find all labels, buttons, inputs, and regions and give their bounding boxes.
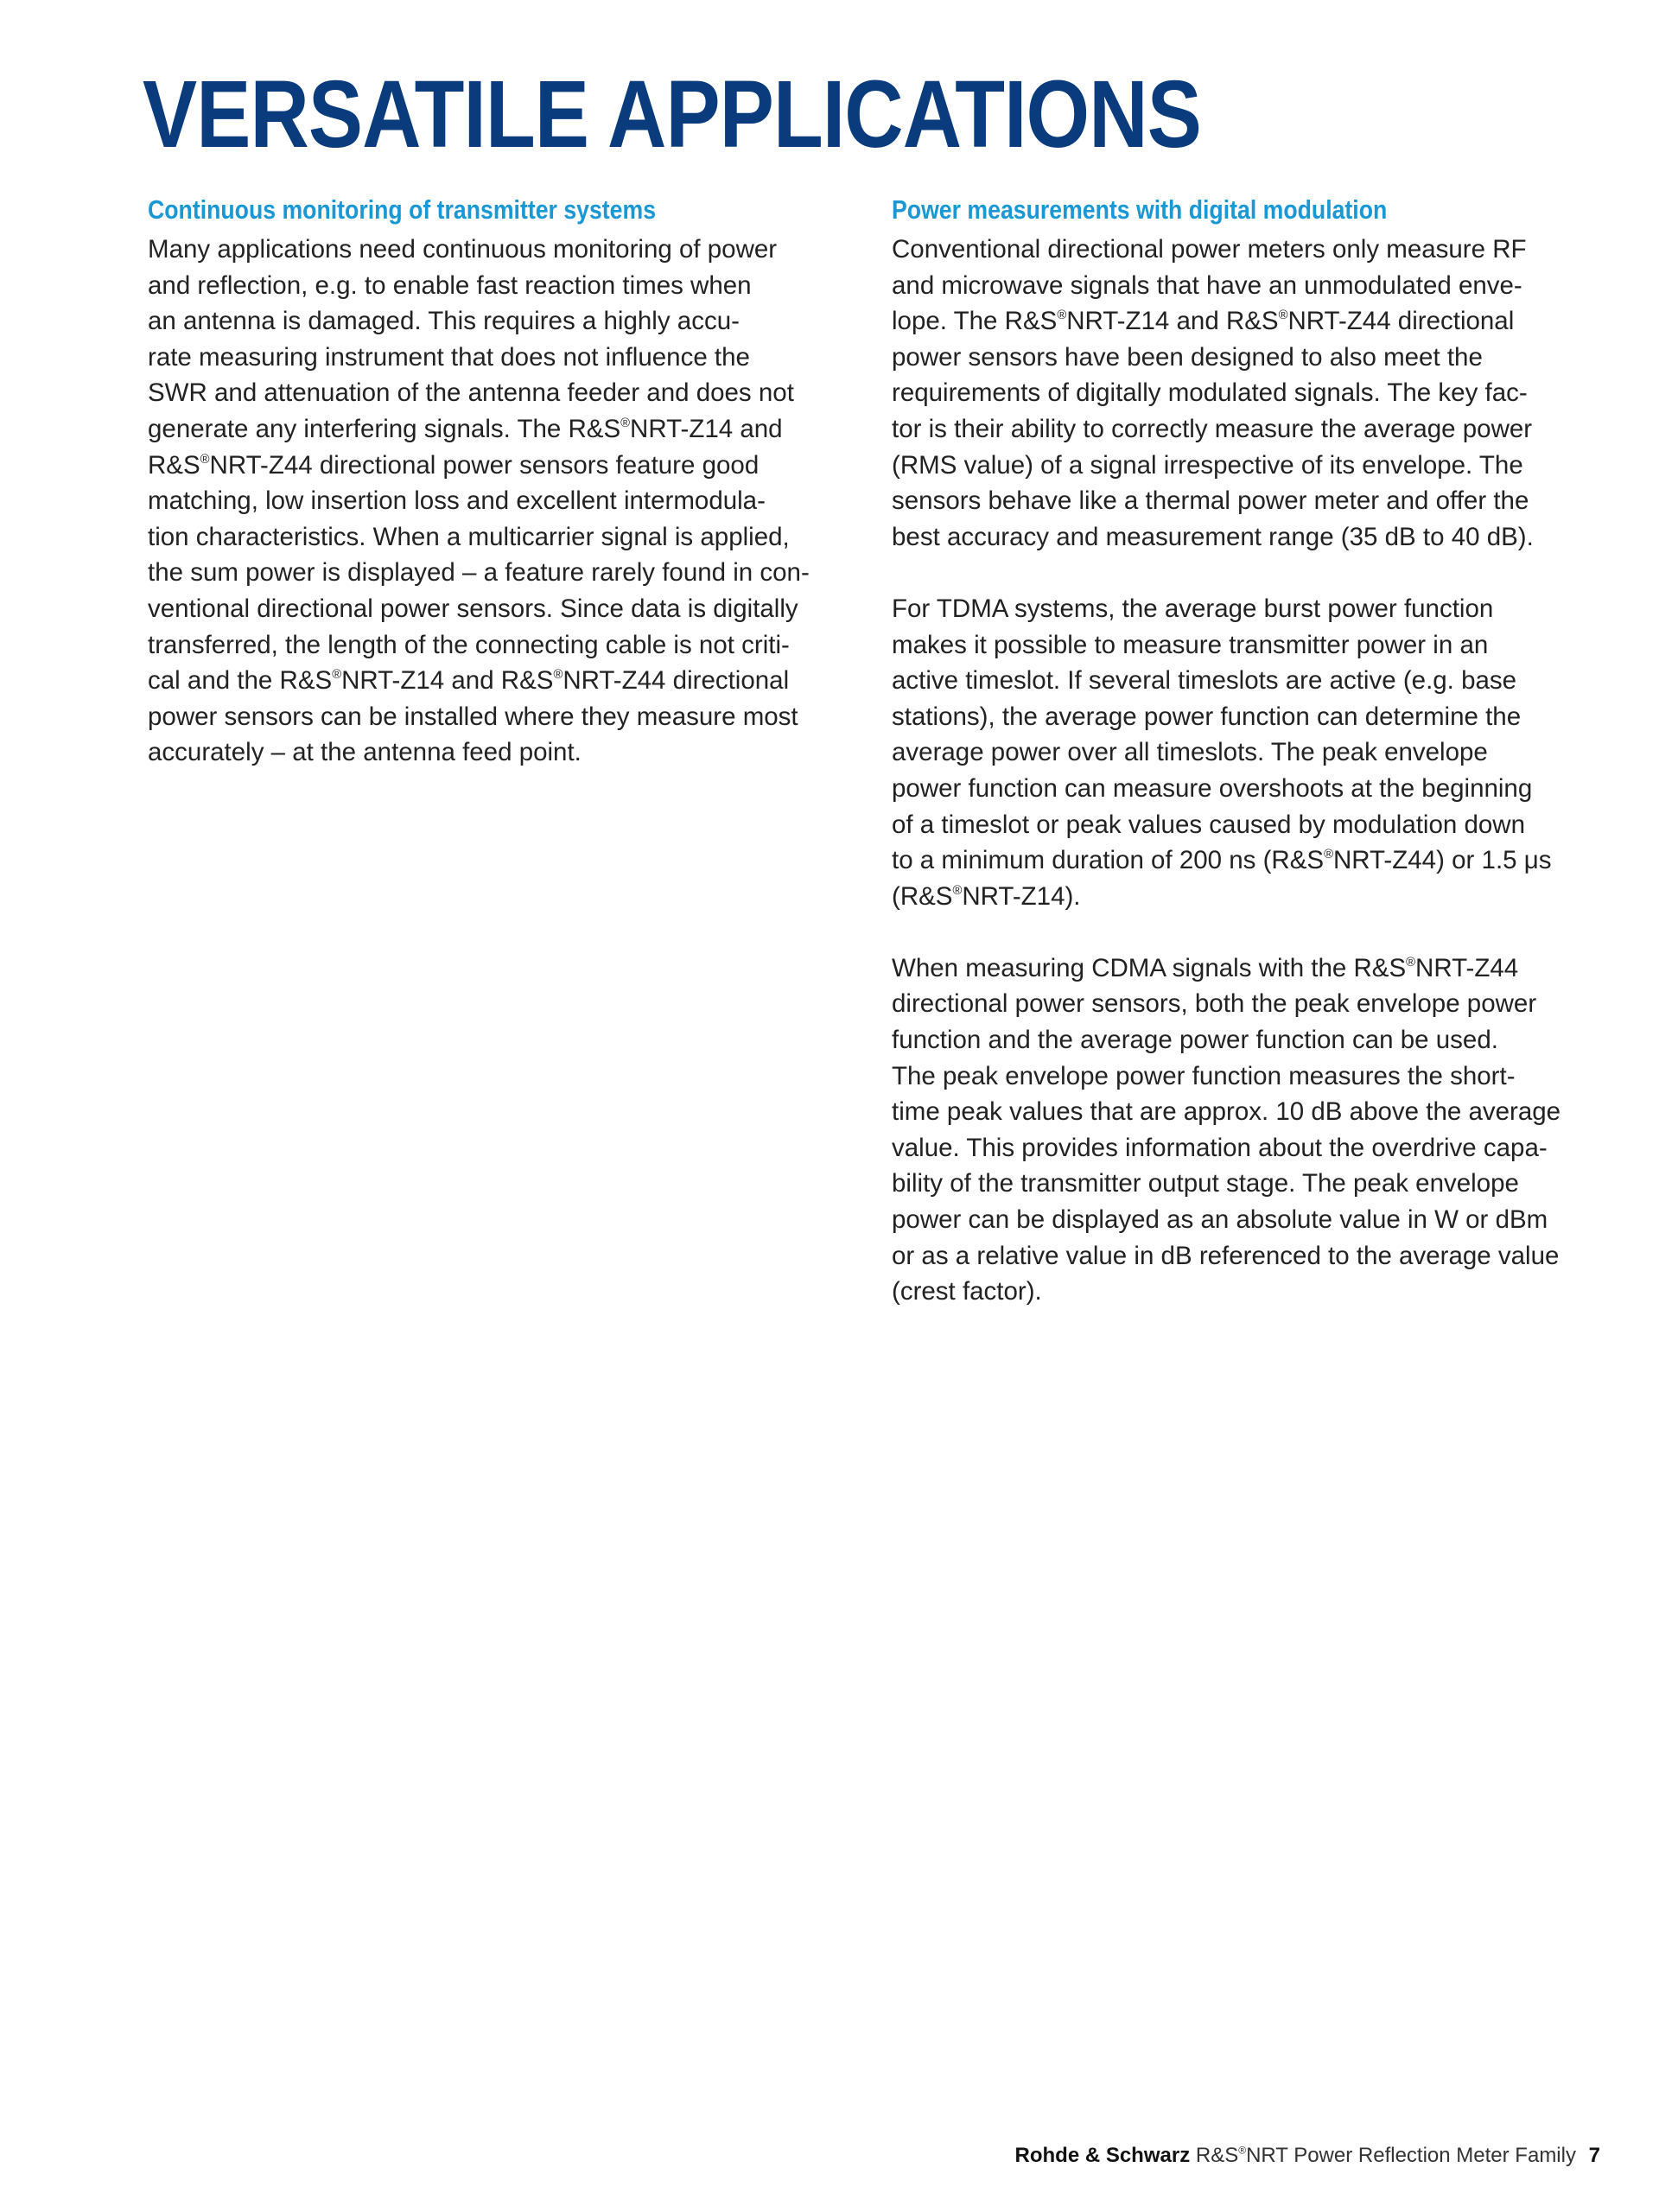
digital-modulation-paragraph-2 <box>892 591 1613 914</box>
text-line: (R&S®NRT-Z14). <box>892 881 1081 911</box>
text-line: value. This provides information about the overdrive capa- <box>892 1133 1548 1162</box>
registered-mark: ® <box>620 416 631 431</box>
text-line: Many applications need continuous monitoring of power <box>148 235 778 264</box>
section-heading-digital-modulation: Power measurements with digital modulation <box>892 194 1388 225</box>
text-line: directional power sensors, both the peak envelope power <box>892 989 1537 1019</box>
text-line: of a timeslot or peak values caused by modulation down <box>892 810 1526 839</box>
text-line: R&S®NRT-Z44 directional power sensors feature good <box>148 450 760 480</box>
footer-brand: Rohde & Schwarz <box>1014 2144 1191 2167</box>
left-column <box>148 192 856 771</box>
text-line: an antenna is damaged. This requires a highly accu- <box>148 307 740 336</box>
text-line: lope. The R&S®NRT-Z14 and R&S®NRT-Z44 directional <box>892 307 1515 336</box>
text-line: the sum power is displayed – a feature rarely found in con- <box>148 558 810 588</box>
text-line: requirements of digitally modulated signals. The key fac- <box>892 378 1528 408</box>
text-line: When measuring CDMA signals with the R&S®NRT-Z44 <box>892 953 1519 982</box>
text-line: power sensors can be installed where they measure most <box>148 702 798 731</box>
text-line: cal and the R&S®NRT-Z14 and R&S®NRT-Z44 directional <box>148 666 790 696</box>
registered-mark: ® <box>553 668 563 683</box>
text-line: (RMS value) of a signal irrespective of its envelope. The <box>892 450 1523 480</box>
text-line: generate any interfering signals. The R&S®NRT-Z14 and <box>148 414 783 443</box>
text-line: time peak values that are approx. 10 dB above the average <box>892 1097 1561 1127</box>
text-line: power function can measure overshoots at the beginning <box>892 773 1533 803</box>
text-line: ventional directional power sensors. Since data is digitally <box>148 594 798 623</box>
section-heading-monitoring: Continuous monitoring of transmitter systems <box>148 194 657 225</box>
text-line: tor is their ability to correctly measure the average power <box>892 414 1533 443</box>
page-number: 7 <box>1588 2144 1600 2167</box>
registered-mark: ® <box>1324 848 1333 862</box>
registered-mark: ® <box>1057 308 1067 323</box>
text-line: best accuracy and measurement range (35 dB to 40 dB). <box>892 522 1534 551</box>
text-line: For TDMA systems, the average burst power function <box>892 594 1494 623</box>
text-line: SWR and attenuation of the antenna feeder and does not <box>148 378 794 408</box>
text-line: makes it possible to measure transmitter power in an <box>892 630 1489 659</box>
registered-mark: ® <box>952 883 963 898</box>
right-column <box>892 192 1613 1310</box>
text-line: or as a relative value in dB referenced to the average value <box>892 1241 1560 1270</box>
text-line: bility of the transmitter output stage. The peak envelope <box>892 1169 1519 1198</box>
registered-mark: ® <box>200 452 210 467</box>
text-line: Conventional directional power meters only measure RF <box>892 235 1527 264</box>
text-line: function and the average power function can be used. <box>892 1026 1498 1055</box>
text-line: average power over all timeslots. The peak envelope <box>892 738 1488 767</box>
text-line: power sensors have been designed to also meet the <box>892 342 1483 372</box>
registered-mark: ® <box>1406 956 1416 970</box>
text-line: and microwave signals that have an unmodulated enve- <box>892 270 1522 300</box>
text-line: matching, low insertion loss and excellent intermodula- <box>148 486 766 516</box>
text-line: power can be displayed as an absolute value in W or dBm <box>892 1205 1548 1235</box>
registered-mark: ® <box>1278 308 1288 323</box>
text-line: to a minimum duration of 200 ns (R&S®NRT-Z44) or 1.5 μs <box>892 846 1552 875</box>
text-line: transferred, the length of the connecting cable is not criti- <box>148 630 790 659</box>
digital-modulation-paragraph-3 <box>892 950 1613 1310</box>
monitoring-paragraph <box>148 232 856 771</box>
digital-modulation-paragraph-1 <box>892 232 1613 555</box>
text-line: stations), the average power function can determine the <box>892 702 1522 731</box>
text-line: rate measuring instrument that does not influence the <box>148 342 750 372</box>
text-line: and reflection, e.g. to enable fast reaction times when <box>148 270 752 300</box>
text-line: accurately – at the antenna feed point. <box>148 738 582 767</box>
text-line: (crest factor). <box>892 1277 1042 1306</box>
text-line: sensors behave like a thermal power meter and offer the <box>892 486 1529 516</box>
registered-mark: ® <box>332 668 342 683</box>
paragraph-gap <box>892 555 1613 591</box>
registered-mark: ® <box>1238 2144 1247 2157</box>
paragraph-gap <box>892 914 1613 950</box>
text-line: active timeslot. If several timeslots are active (e.g. base <box>892 666 1517 696</box>
text-line: tion characteristics. When a multicarrier signal is applied, <box>148 522 790 551</box>
page-footer <box>1015 2143 1601 2169</box>
page-title: VERSATILE APPLICATIONS <box>143 61 1201 168</box>
text-line: The peak envelope power function measures the short- <box>892 1061 1516 1090</box>
footer-product: R&S®NRT Power Reflection Meter Family <box>1195 2144 1576 2167</box>
